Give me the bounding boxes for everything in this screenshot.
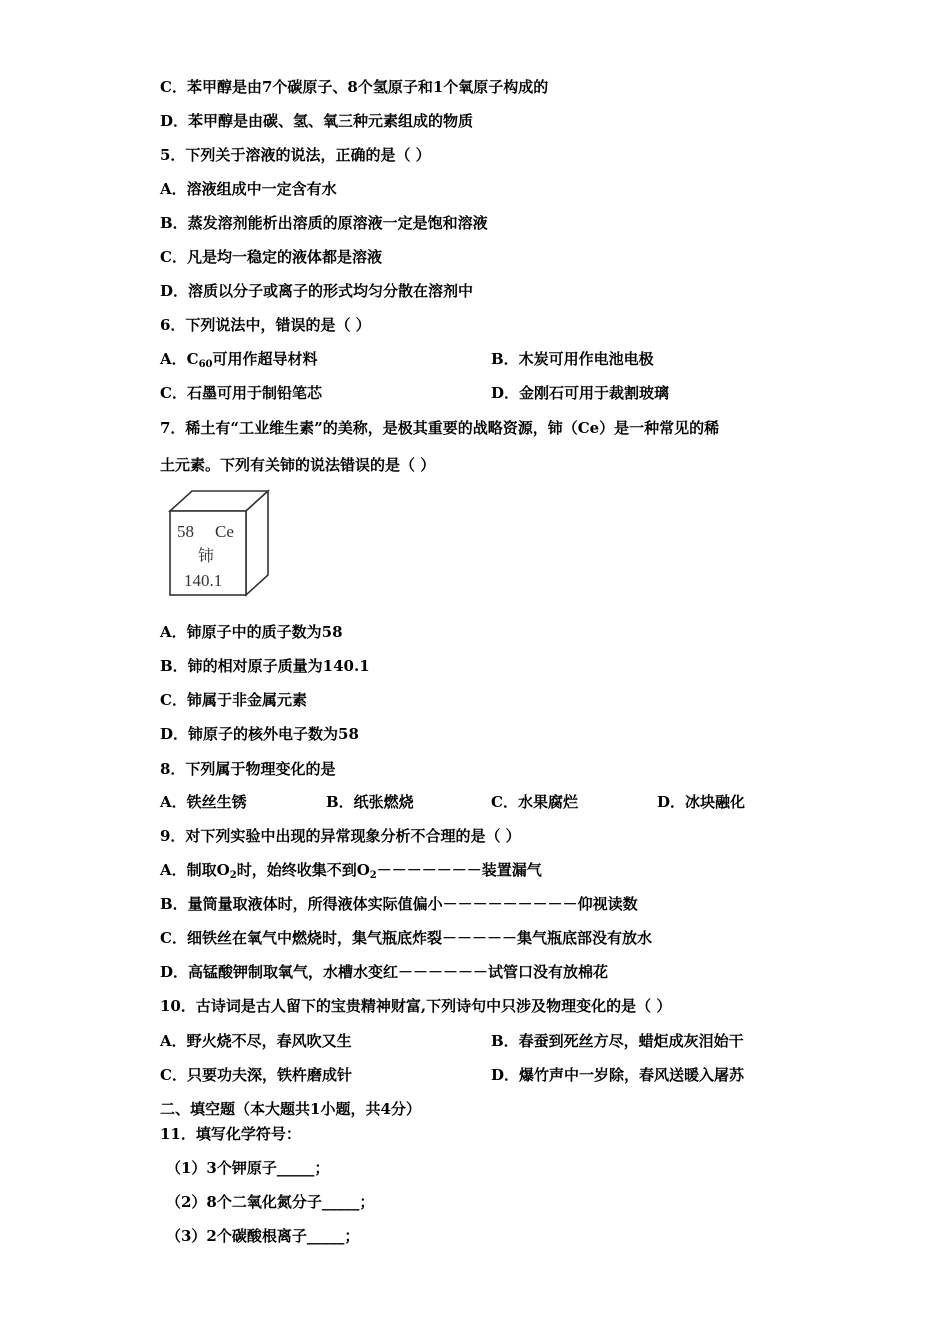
q9-option-b: B．量筒量取液体时，所得液体实际值偏小－－－－－－－－－仰视读数 <box>160 895 638 913</box>
q4-option-c: C．苯甲醇是由7个碳原子、8个氢原子和1个氧原子构成的 <box>160 78 549 96</box>
q9-option-a <box>160 860 542 883</box>
q7-option-c: C．铈属于非金属元素 <box>160 691 307 709</box>
atomic-mass: 140.1 <box>184 571 223 590</box>
q11-part-1: （1）3个钾原子_____； <box>166 1159 330 1177</box>
q5-option-d: D．溶质以分子或离子的形式均匀分散在溶剂中 <box>160 282 474 300</box>
q9-option-a-part2: 时，始终收集不到O <box>236 861 370 879</box>
q5-option-a: A．溶液组成中一定含有水 <box>160 180 337 198</box>
section-2-heading: 二、填空题（本大题共1小题，共4分） <box>160 1100 421 1118</box>
q8-stem: 8．下列属于物理变化的是 <box>160 760 336 778</box>
q6-option-b: B．木炭可用作电池电极 <box>491 350 654 368</box>
q6-option-a-text: 可用作超导材料 <box>212 350 318 368</box>
element-name: 铈 <box>198 546 215 565</box>
q10-option-c: C．只要功夫深，铁杵磨成针 <box>160 1066 352 1084</box>
q8-option-c: C．水果腐烂 <box>491 793 578 811</box>
q9-option-a-subscript1: 2 <box>229 870 237 881</box>
q6-option-a <box>160 349 318 372</box>
q7-option-a: A．铈原子中的质子数为58 <box>160 623 343 641</box>
q6-option-a-prefix: A．C <box>160 350 199 368</box>
q7-stem-line2: 土元素。下列有关铈的说法错误的是（ ） <box>160 456 436 474</box>
q6-stem: 6．下列说法中，错误的是（ ） <box>160 316 371 334</box>
q11-part-3: （3）2个碳酸根离子_____； <box>166 1227 360 1245</box>
q11-stem: 11．填写化学符号： <box>160 1125 301 1143</box>
q9-option-a-subscript2: 2 <box>369 870 377 881</box>
q10-stem: 10．古诗词是古人留下的宝贵精神财富,下列诗句中只涉及物理变化的是（ ） <box>160 997 672 1015</box>
q7-option-b: B．铈的相对原子质量为140.1 <box>160 657 370 675</box>
q11-part-2: （2）8个二氧化氮分子_____； <box>166 1193 375 1211</box>
q8-option-a: A．铁丝生锈 <box>160 793 247 811</box>
q5-option-b: B．蒸发溶剂能析出溶质的原溶液一定是饱和溶液 <box>160 214 488 232</box>
q10-option-a: A．野火烧不尽，春风吹又生 <box>160 1032 352 1050</box>
q6-option-d: D．金刚石可用于裁割玻璃 <box>491 384 670 402</box>
q6-option-c: C．石墨可用于制铅笔芯 <box>160 384 322 402</box>
q8-option-b: B．纸张燃烧 <box>326 793 414 811</box>
q5-option-c: C．凡是均一稳定的液体都是溶液 <box>160 248 382 266</box>
q9-stem: 9．对下列实验中出现的异常现象分析不合理的是（ ） <box>160 827 521 845</box>
q9-option-d: D．高锰酸钾制取氧气，水槽水变红－－－－－－试管口没有放棉花 <box>160 963 609 981</box>
q10-option-d: D．爆竹声中一岁除，春风送暖入屠苏 <box>491 1066 745 1084</box>
atomic-number: 58 <box>177 522 194 541</box>
q9-option-c: C．细铁丝在氧气中燃烧时，集气瓶底炸裂－－－－－集气瓶底部没有放水 <box>160 929 652 947</box>
q5-stem: 5．下列关于溶液的说法，正确的是（ ） <box>160 146 431 164</box>
q8-option-d: D．冰块融化 <box>657 793 746 811</box>
q7-option-d: D．铈原子的核外电子数为58 <box>160 725 359 743</box>
q7-stem-line1: 7．稀土有“工业维生素”的美称，是极其重要的战略资源，铈（Ce）是一种常见的稀 <box>160 419 720 437</box>
q9-option-a-part3: －－－－－－－装置漏气 <box>376 861 542 879</box>
q10-option-b: B．春蚕到死丝方尽，蜡炬成灰泪始干 <box>491 1032 744 1050</box>
q6-option-a-subscript: 60 <box>198 359 213 370</box>
q9-option-a-part1: A．制取O <box>160 861 230 879</box>
q4-option-d: D．苯甲醇是由碳、氢、氧三种元素组成的物质 <box>160 112 474 130</box>
element-symbol: Ce <box>215 522 234 541</box>
cerium-element-card <box>168 489 272 597</box>
